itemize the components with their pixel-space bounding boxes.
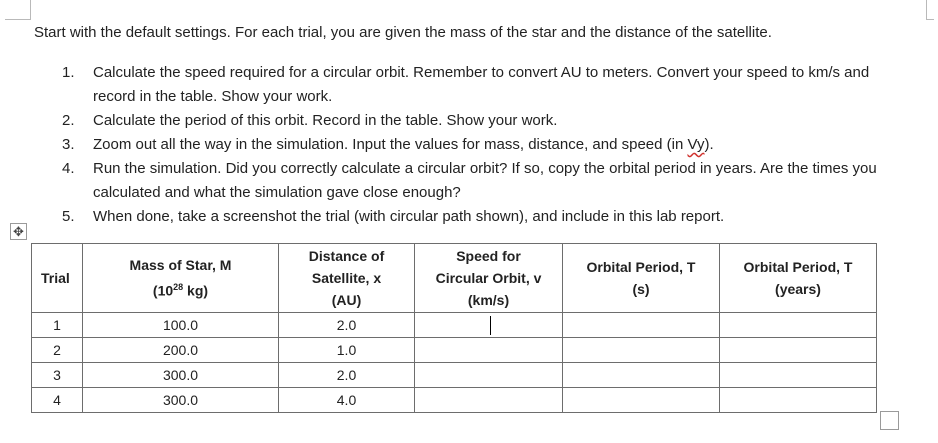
cell-period-years[interactable] — [720, 388, 877, 413]
instruction-text: Zoom out all the way in the simulation. Input the values for mass, distance, and speed (in — [93, 136, 688, 153]
table-row — [32, 338, 877, 363]
header-distance-unit: (AU) — [331, 292, 362, 308]
table-row — [32, 363, 877, 388]
cell-period-seconds[interactable] — [563, 313, 720, 338]
list-number: 5. — [62, 208, 75, 225]
text-cursor — [490, 316, 491, 335]
header-speed-unit: (km/s) — [467, 292, 510, 308]
header-distance — [279, 244, 415, 313]
cell-distance[interactable]: 2.0 — [279, 363, 415, 388]
header-speed-line1: Speed for — [456, 248, 521, 264]
table-row — [32, 313, 877, 338]
header-mass-unit-exponent: 28 — [173, 282, 184, 293]
header-period-years-unit: (years) — [775, 281, 821, 297]
cell-speed[interactable] — [415, 313, 563, 338]
spellcheck-flagged-word[interactable]: Vy — [687, 136, 705, 153]
cell-speed[interactable] — [415, 338, 563, 363]
instruction-item — [0, 133, 938, 157]
table-move-handle-icon[interactable]: ✥ — [10, 223, 27, 240]
header-period-years-label: Orbital Period, T — [743, 259, 853, 275]
instruction-text-end: ). — [704, 136, 714, 153]
header-mass-unit-suffix: kg) — [183, 282, 209, 299]
list-number: 1. — [62, 64, 75, 81]
cell-period-seconds[interactable] — [563, 388, 720, 413]
header-mass-unit-prefix: (10 — [152, 282, 174, 299]
cell-mass[interactable]: 300.0 — [83, 363, 279, 388]
header-period-seconds-label: Orbital Period, T — [586, 259, 696, 275]
cell-trial: 3 — [32, 363, 83, 388]
cell-distance[interactable]: 2.0 — [279, 313, 415, 338]
instruction-text: When done, take a screenshot the trial (with circular path shown), and include in this lab report. — [93, 208, 725, 225]
table-header-row — [32, 244, 877, 313]
cell-distance[interactable]: 1.0 — [279, 338, 415, 363]
cell-speed[interactable] — [415, 363, 563, 388]
cell-period-seconds[interactable] — [563, 363, 720, 388]
header-speed — [415, 244, 563, 313]
header-trial: Trial — [32, 244, 83, 313]
header-period-years — [720, 244, 877, 313]
header-distance-line2: Satellite, x — [311, 270, 382, 286]
list-number: 4. — [62, 160, 75, 177]
cell-mass[interactable]: 100.0 — [83, 313, 279, 338]
instruction-item — [0, 157, 938, 205]
cell-speed[interactable] — [415, 388, 563, 413]
instruction-item — [0, 109, 938, 133]
list-number: 2. — [62, 112, 75, 129]
cell-distance[interactable]: 4.0 — [279, 388, 415, 413]
cell-period-years[interactable] — [720, 363, 877, 388]
intro-text: Start with the default settings. For each trial, you are given the mass of the star and the distance of the satellite. — [34, 24, 772, 41]
instruction-item — [0, 61, 938, 109]
page-corner-mark-right — [926, 0, 934, 20]
cell-period-years[interactable] — [720, 313, 877, 338]
table-resize-handle-icon[interactable] — [880, 411, 899, 430]
cell-trial: 1 — [32, 313, 83, 338]
header-period-seconds — [563, 244, 720, 313]
header-distance-line1: Distance of — [308, 248, 385, 264]
instruction-text: Run the simulation. Did you correctly calculate a circular orbit? If so, copy the orbital period in years. Are the times you calculated and what the simulation gave close enough? — [93, 160, 877, 201]
cell-trial: 2 — [32, 338, 83, 363]
cell-trial: 4 — [32, 388, 83, 413]
table-row — [32, 388, 877, 413]
page-corner-mark-left — [5, 0, 31, 20]
instruction-text: Calculate the period of this orbit. Record in the table. Show your work. — [93, 112, 558, 129]
header-period-seconds-unit: (s) — [632, 281, 650, 297]
cell-mass[interactable]: 300.0 — [83, 388, 279, 413]
trial-table — [31, 243, 877, 413]
cell-period-seconds[interactable] — [563, 338, 720, 363]
instruction-list — [0, 61, 938, 229]
cell-period-years[interactable] — [720, 338, 877, 363]
instruction-text: Calculate the speed required for a circular orbit. Remember to convert AU to meters. Convert your speed to km/s and record in the table. Show your work. — [93, 64, 870, 105]
instruction-item — [0, 205, 938, 229]
header-mass-label: Mass of Star, M — [129, 257, 232, 274]
cell-mass[interactable]: 200.0 — [83, 338, 279, 363]
list-number: 3. — [62, 136, 75, 153]
header-mass — [83, 244, 279, 313]
header-speed-line2: Circular Orbit, v — [435, 270, 542, 286]
